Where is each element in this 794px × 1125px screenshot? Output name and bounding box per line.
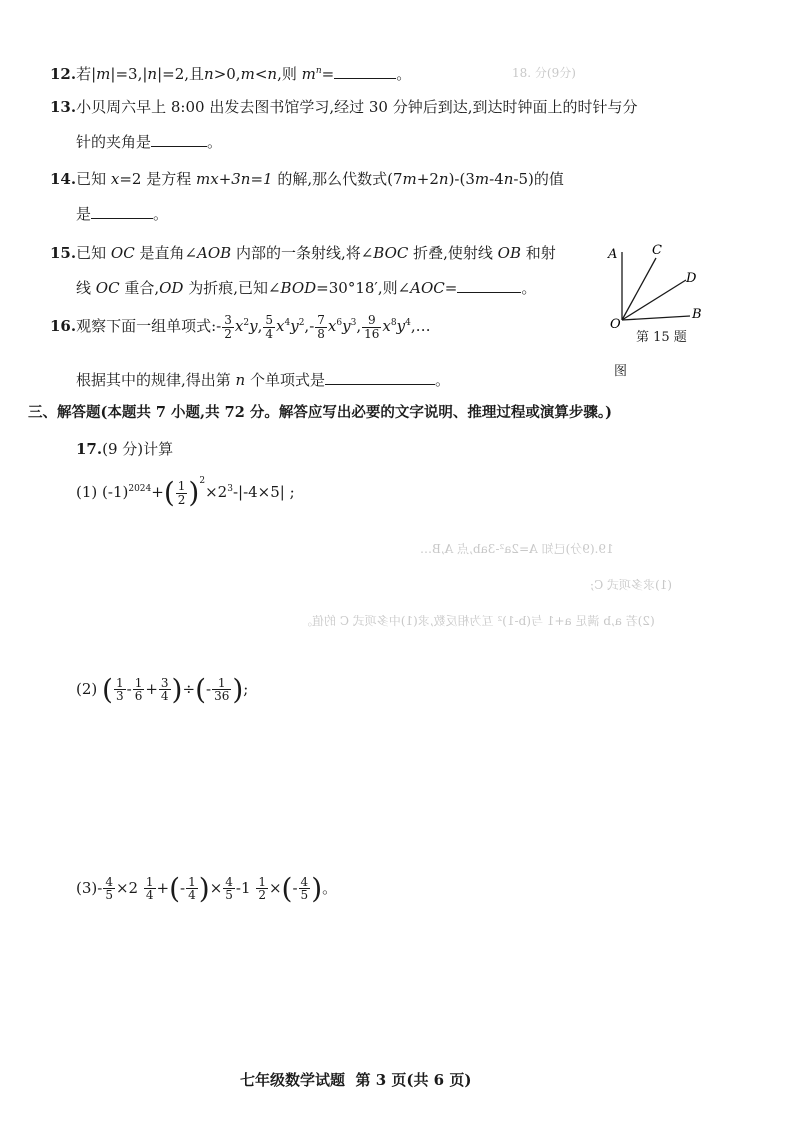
equation: mx+3n=1 bbox=[196, 170, 273, 188]
ray-ob: OB bbox=[497, 244, 521, 262]
angle-bod: BOD bbox=[280, 279, 317, 297]
var-x: x bbox=[110, 170, 120, 188]
question-number: 12. bbox=[50, 65, 77, 83]
part-label: (3) bbox=[76, 878, 98, 897]
monomial-term: - $\frac{7}{8}$ $x^6y^3$ bbox=[309, 313, 357, 341]
var-n: n bbox=[503, 170, 514, 188]
q15-text: 已知 bbox=[76, 244, 111, 262]
figure-15-caption: 第 15 题 bbox=[636, 330, 687, 345]
question-15 bbox=[50, 244, 556, 262]
q12-text: |=3,| bbox=[110, 65, 148, 83]
q12-text: = bbox=[321, 65, 335, 83]
question-17 bbox=[76, 440, 173, 458]
point-label-d: D bbox=[686, 271, 697, 286]
var-m: m bbox=[301, 65, 316, 83]
question-number: 15. bbox=[50, 244, 77, 262]
bleed-text-b: 19.(9分)已知 A=2a²-3ab,点 A,B… bbox=[420, 542, 614, 556]
q12-text: >0, bbox=[213, 65, 241, 83]
q13-line2: 针的夹角是 bbox=[76, 133, 152, 151]
ray-ob-line bbox=[622, 316, 690, 320]
question-number: 17. bbox=[76, 440, 103, 458]
var-n: n bbox=[438, 170, 449, 188]
point-label-a: A bbox=[608, 247, 618, 262]
point-label-o: O bbox=[610, 317, 621, 332]
ellipsis: ,… bbox=[410, 317, 431, 336]
point-label-c: C bbox=[652, 243, 662, 258]
question-14 bbox=[50, 170, 564, 188]
bleed-text-d: (2)若 a,b 满足 a+1 与(b-1)² 互为相反数,求(1)中多项式 C 的值。 bbox=[300, 614, 655, 628]
q15-text: 为折痕,已知∠ bbox=[183, 279, 281, 297]
question-number: 16. bbox=[50, 317, 77, 336]
page-footer bbox=[240, 1071, 471, 1089]
q17-part-3: (3)- $\frac{4}{5}$ ×2 $\frac{1}{4}$ +(- $\frac{1}{4}$ )× $\frac{4}{5}$ -1 $\frac{1}{2}$ ×(- $\frac{4}{5}$ )。 bbox=[76, 872, 338, 905]
q14-text: -5)的值 bbox=[513, 170, 564, 188]
footer-title: 七年级数学试题 bbox=[240, 1071, 346, 1089]
bleed-text-a: 18. 分(9分) bbox=[512, 66, 576, 80]
monomial-term: $\frac{9}{16}$ $x^8y^4$ bbox=[364, 313, 411, 341]
var-m: m bbox=[474, 170, 490, 188]
var-m: m bbox=[240, 65, 255, 83]
q12-end: 。 bbox=[396, 65, 412, 83]
q14-end: 。 bbox=[153, 205, 169, 223]
q15-text: 内部的一条射线,将∠ bbox=[231, 244, 374, 262]
ray-oc: OC bbox=[95, 279, 120, 297]
answer-blank[interactable] bbox=[325, 370, 435, 385]
q15-text: =30°18′,则∠ bbox=[316, 279, 411, 297]
q15-text: 是直角∠ bbox=[134, 244, 198, 262]
angle-aob: AOB bbox=[197, 244, 232, 262]
q15-text: 线 bbox=[76, 279, 96, 297]
var-n: n bbox=[147, 65, 158, 83]
q12-text: 若| bbox=[76, 65, 97, 83]
ray-oc-line bbox=[622, 258, 656, 320]
q14-text: -4 bbox=[489, 170, 504, 188]
part-label: (1) bbox=[76, 483, 98, 501]
answer-blank[interactable] bbox=[91, 204, 153, 219]
figure-15-diagram bbox=[600, 236, 720, 336]
answer-blank[interactable] bbox=[151, 132, 207, 147]
q15-text: = bbox=[444, 279, 458, 297]
question-13 bbox=[50, 98, 638, 116]
q12-text: |=2,且 bbox=[157, 65, 205, 83]
question-number: 13. bbox=[50, 98, 77, 116]
q12-text: ,则 bbox=[277, 65, 302, 83]
ray-oc: OC bbox=[110, 244, 135, 262]
q14-text: 已知 bbox=[76, 170, 111, 188]
q14-text: +2 bbox=[416, 170, 439, 188]
q14-text: )-(3 bbox=[448, 170, 475, 188]
q15-text: 折叠,使射线 bbox=[408, 244, 498, 262]
angle-boc: BOC bbox=[373, 244, 409, 262]
question-14-line2 bbox=[76, 204, 168, 223]
q13-end: 。 bbox=[207, 133, 223, 151]
var-m: m bbox=[96, 65, 111, 83]
question-number: 14. bbox=[50, 170, 77, 188]
var-m: m bbox=[402, 170, 417, 188]
section-heading: 三、解答题(本题共 7 小题,共 72 分。解答应写出必要的文字说明、推理过程或演算步骤。) bbox=[28, 404, 612, 421]
monomial-term: $\frac{5}{4}$ $x^4y^2$ bbox=[265, 313, 305, 341]
question-15-line2 bbox=[76, 278, 536, 297]
var-n: n bbox=[235, 371, 246, 389]
q13-line1: 小贝周六早上 8:00 出发去图书馆学习,经过 30 分钟后到达,到达时钟面上的时针与分 bbox=[76, 98, 638, 116]
q14-text: 的解,那么代数式(7 bbox=[272, 170, 403, 188]
footer-page-number: 第 3 页(共 6 页) bbox=[355, 1071, 472, 1089]
q15-text: 重合, bbox=[119, 279, 160, 297]
q16-text: 个单项式是 bbox=[245, 371, 325, 389]
exponent: n bbox=[315, 66, 322, 76]
q15-end: 。 bbox=[521, 279, 537, 297]
q17-part-2: (2) ( $\frac{1}{3}$ - $\frac{1}{6}$ + $\frac{3}{4}$ )÷(- $\frac{1}{36}$ ); bbox=[76, 673, 249, 706]
question-16-line2 bbox=[76, 370, 450, 389]
q16-text: 观察下面一组单项式: bbox=[76, 317, 217, 336]
part-label: (2) bbox=[76, 679, 98, 698]
monomial-term: - $\frac{3}{2}$ $x^2y$ bbox=[216, 313, 258, 341]
question-16: 16.观察下面一组单项式:- $\frac{3}{2}$ $x^2y$, $\frac{5}{4}$ $x^4y^2,-$ $\frac{7}{8}$ $x^6y^3$, $\frac{9}{16}$ $x^8y^4,\dots$ bbox=[50, 313, 431, 341]
question-12 bbox=[50, 64, 411, 83]
answer-blank[interactable] bbox=[334, 64, 396, 79]
point-label-b: B bbox=[692, 307, 702, 322]
q12-text: < bbox=[254, 65, 268, 83]
q17-part-1: (1) $(-1)^{2024}+$( $\frac{1}{2}$ )$^2\times 2^3-|-4\times 5|$ ; bbox=[76, 476, 295, 510]
ray-od-line bbox=[622, 280, 686, 320]
q14-line2: 是 bbox=[76, 205, 92, 223]
q16-end: 。 bbox=[435, 371, 451, 389]
q17-title: (9 分)计算 bbox=[102, 440, 174, 458]
figure-15-caption-2: 图 bbox=[614, 364, 628, 379]
q14-text: =2 是方程 bbox=[119, 170, 197, 188]
var-n: n bbox=[267, 65, 278, 83]
ray-od: OD bbox=[159, 279, 184, 297]
answer-blank[interactable] bbox=[457, 278, 521, 293]
bleed-text-c: (1)求多项式 C; bbox=[590, 578, 673, 592]
q16-text: 根据其中的规律,得出第 bbox=[76, 371, 236, 389]
var-n: n bbox=[204, 65, 214, 83]
q15-text: 和射 bbox=[521, 244, 556, 262]
question-13-line2 bbox=[76, 132, 222, 151]
angle-aoc: AOC bbox=[410, 279, 445, 297]
